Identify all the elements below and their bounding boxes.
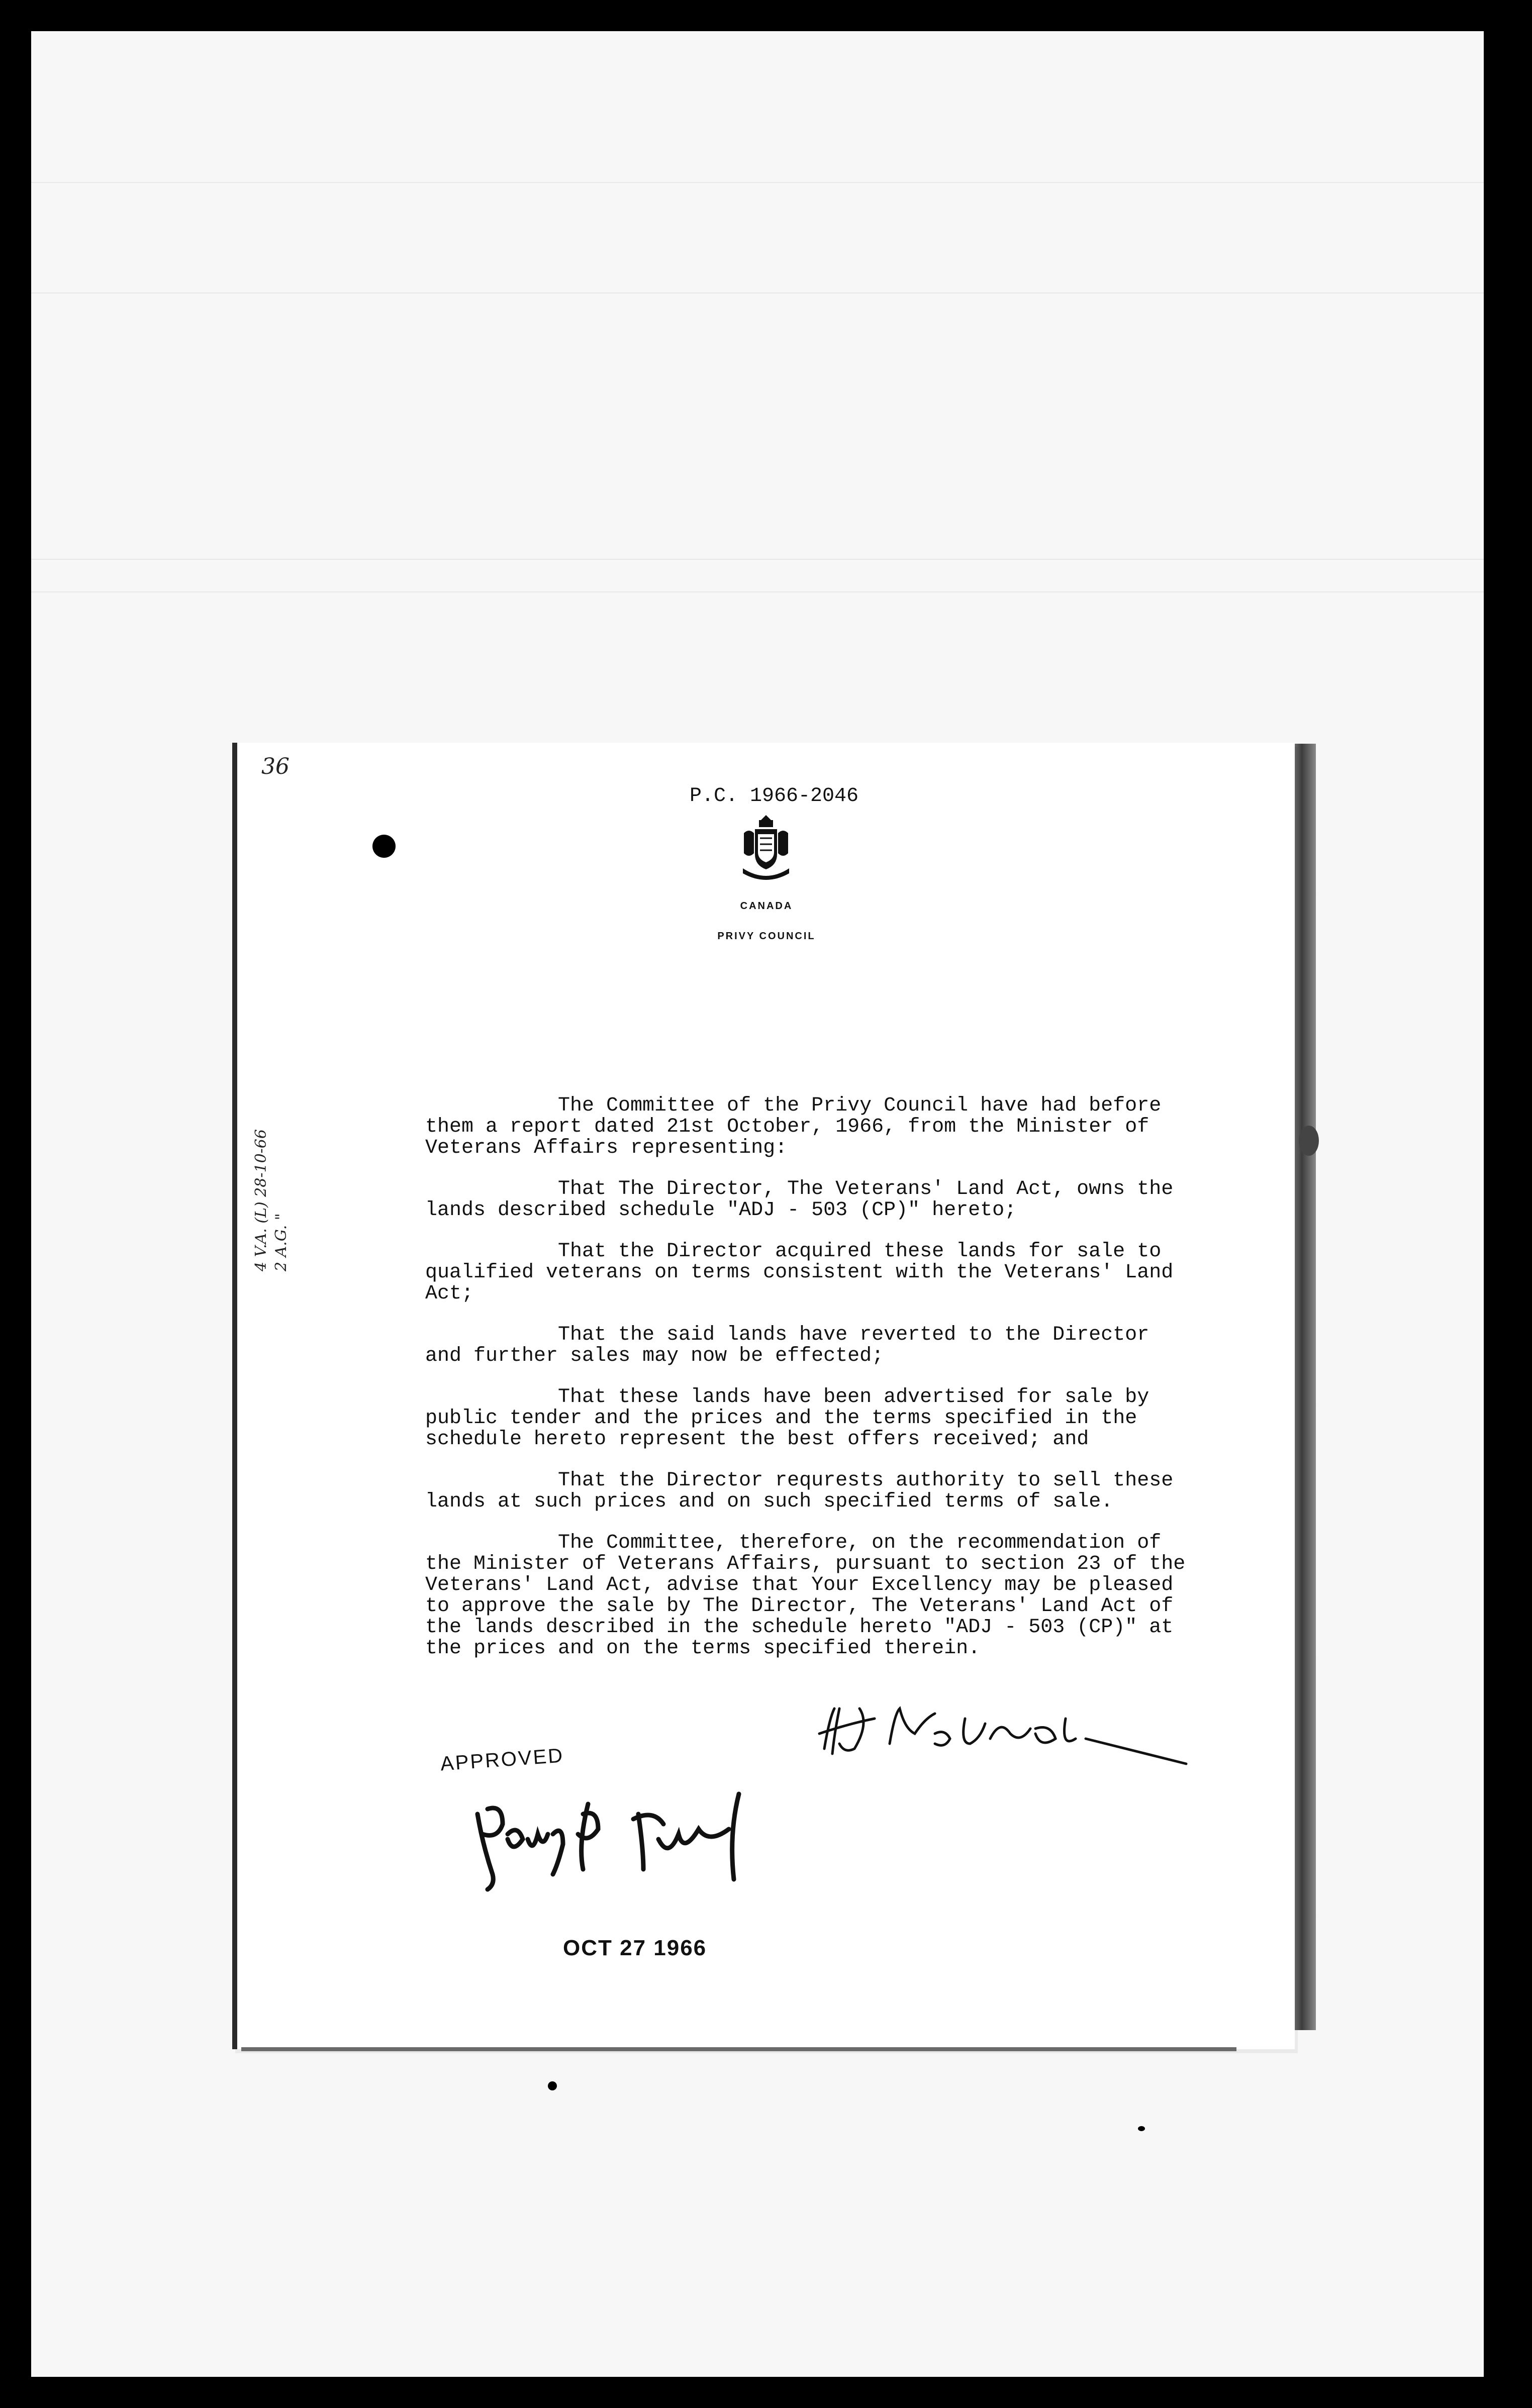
film-streak [31, 591, 1484, 592]
film-speck [1138, 2126, 1145, 2131]
paragraph-request: That the Director requrests authority to sell these lands at such prices and on such specified terms of sale. [425, 1469, 1174, 1513]
folio-number: 36 [261, 754, 290, 779]
approved-stamp: APPROVED [439, 1744, 565, 1775]
clerk-signature [814, 1688, 1196, 1779]
paragraph-report: The Committee of the Privy Council have had before them a report dated 21st October, 1966, from the Minister of Veterans Affairs representing: [425, 1094, 1162, 1159]
film-speck [1299, 1126, 1319, 1156]
paragraph-acquisition: That the Director acquired these lands for sale to qualified veterans on terms consistent with the Veterans' Land Act; [425, 1240, 1174, 1305]
paragraph-ownership: That The Director, The Veterans' Land Act, owns the lands described schedule "ADJ - 503 (CP)" hereto; [425, 1178, 1174, 1222]
margin-annotation-line: 4 V.A. (L) 28-10-66 [252, 1129, 270, 1271]
film-streak [31, 182, 1484, 183]
coat-of-arms-icon [740, 813, 792, 887]
margin-annotation [251, 1121, 292, 1271]
approval-date-stamp: OCT 27 1966 [563, 1936, 707, 1960]
order-number: P.C. 1966-2046 [690, 785, 859, 808]
governor-general-signature [467, 1784, 769, 1904]
paragraph-recommendation: The Committee, therefore, on the recommendation of the Minister of Veterans Affairs, pursuant to section 23 of the Veterans' Land Act, advise that Your Excellency may be pleased to approve the sale by The Director, The Veterans' Land Act of the lands described in the schedule hereto "ADJ - 503 (CP)" at the prices and on the terms specified therein. [425, 1532, 1186, 1660]
paragraph-reversion: That the said lands have reverted to the Director and further sales may now be effected; [425, 1324, 1150, 1367]
crest-caption-privy-council: PRIVY COUNCIL [717, 931, 816, 942]
film-streak [31, 559, 1484, 560]
paragraph-tender: That these lands have been advertised for sale by public tender and the prices and the terms specified in the schedule hereto represent the best offers received; and [425, 1386, 1150, 1451]
margin-annotation-line: 2 A.G. " [272, 1213, 290, 1271]
order-body [425, 1095, 1189, 1679]
page-bottom-edge [241, 2047, 1236, 2051]
film-streak [31, 292, 1484, 293]
crest-caption-canada: CANADA [740, 900, 793, 912]
film-speck [548, 2081, 557, 2090]
punch-hole [372, 835, 396, 858]
